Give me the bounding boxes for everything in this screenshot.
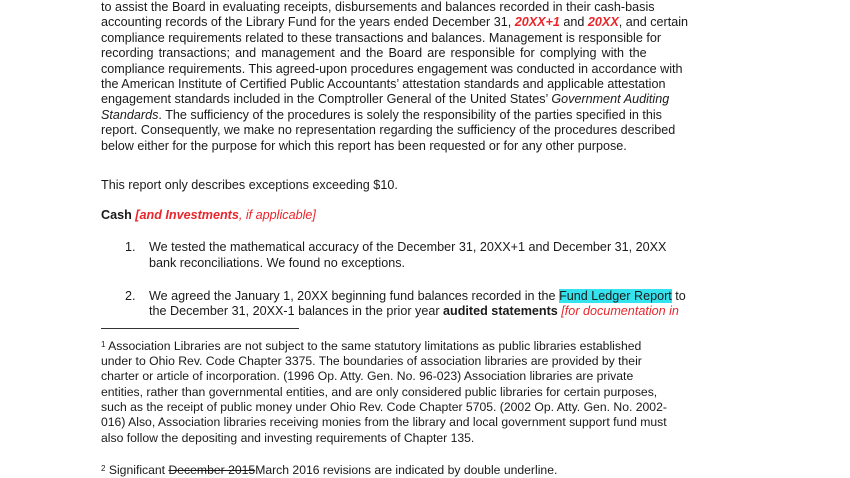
item-1-line-2: bank reconciliations. We found no exceptions. <box>149 256 405 270</box>
item-2-line-1-a: We agreed the January 1, 20XX beginning fund balances recorded in the <box>149 289 560 303</box>
footnote-separator <box>101 328 299 329</box>
intro-line-7-b: Government Auditing <box>551 92 670 106</box>
item-1-number: 1. <box>125 240 136 254</box>
intro-line-1: to assist the Board in evaluating receipts, disbursements and balances recorded in their cash-basis <box>101 0 655 14</box>
year-placeholder-1: 20XX+1 <box>514 15 560 29</box>
footnote-1-line-1 <box>101 339 641 354</box>
footnote-2 <box>101 463 557 478</box>
cash-heading-label: Cash <box>101 208 136 222</box>
footnote-1-line-4: entities, rather than governmental entities, and are only considered public libraries for certain purposes, <box>101 385 658 399</box>
year-placeholder-2: 20XX <box>587 15 619 29</box>
exceptions-note: This report only describes exceptions exceeding $10. <box>101 178 398 192</box>
item-2-line-1 <box>149 289 686 304</box>
intro-line-8-a: Standards <box>101 108 159 122</box>
intro-line-10: below either for the purpose for which this report has been requested or for any other purpose. <box>101 139 627 153</box>
item-2-number: 2. <box>125 289 136 303</box>
footnote-1-line-3: charter or article of incorporation. (1996 Op. Atty. Gen. No. 96-023) Association libraries are private <box>101 369 634 383</box>
item-2-line-2 <box>149 304 679 319</box>
audited-statements-text: audited statements <box>443 304 558 318</box>
documentation-note: [for documentation in <box>557 304 679 318</box>
intro-line-6: the American Institute of Certified Public Accountants’ attestation standards and applicable attestation <box>101 77 666 91</box>
intro-line-2-e: , and certain <box>618 15 689 29</box>
footnote-2-struck: December 2015 <box>168 463 256 477</box>
footnote-1-mark: 1 <box>101 340 106 349</box>
intro-line-8-b: . The sufficiency of the procedures is solely the responsibility of the parties specified in this <box>158 108 662 122</box>
item-2-line-2-a: the December 31, 20XX-1 balances in the prior year <box>149 304 444 318</box>
intro-line-9: report. Consequently, we make no representation regarding the sufficiency of the procedures described <box>101 123 676 137</box>
item-1-line-1: We tested the mathematical accuracy of the December 31, 20XX+1 and December 31, 20XX <box>149 240 667 254</box>
intro-line-2-c: and <box>559 15 588 29</box>
footnote-2-b: March 2016 revisions are indicated by double underline. <box>255 463 558 477</box>
footnote-1-line-6: 016) Also, Association libraries receiving monies from the library and local government support fund must <box>101 415 667 429</box>
fund-ledger-report-highlight: Fund Ledger Report <box>559 289 672 303</box>
intro-line-5: compliance requirements. This agreed-upon procedures engagement was conducted in accordance with <box>101 62 683 76</box>
footnote-1-line-5: such as the receipt of public money under Ohio Rev. Code Chapter 5705. (2002 Op. Atty. Gen. No. 2002- <box>101 400 667 414</box>
cash-heading-investments: [and Investments <box>135 208 239 222</box>
intro-line-2-a: accounting records of the Library Fund for the years ended December 31, <box>101 15 515 29</box>
footnote-1-line-1-text: Association Libraries are not subject to the same statutory limitations as public libraries established <box>105 339 642 353</box>
intro-line-2 <box>101 15 688 30</box>
intro-line-7-a: engagement standards included in the Comptroller General of the United States’ <box>101 92 552 106</box>
intro-line-8 <box>101 108 662 123</box>
item-2-line-1-c: to <box>671 289 686 303</box>
cash-heading <box>101 208 316 223</box>
intro-line-7 <box>101 92 669 107</box>
intro-line-4: recording transactions; and management and the Board are responsible for complying with the <box>101 46 647 60</box>
cash-heading-if-applicable: , if applicable] <box>238 208 316 222</box>
footnote-2-mark: 2 <box>101 464 106 473</box>
footnote-1-line-7: also follow the depositing and investing requirements of Chapter 135. <box>101 431 475 445</box>
footnote-1-line-2: under to Ohio Rev. Code Chapter 3375. The boundaries of association libraries are provided by their <box>101 354 642 368</box>
footnote-2-a: Significant <box>105 463 169 477</box>
intro-line-3: compliance requirements related to these transactions and balances. Management is responsible for <box>101 31 662 45</box>
